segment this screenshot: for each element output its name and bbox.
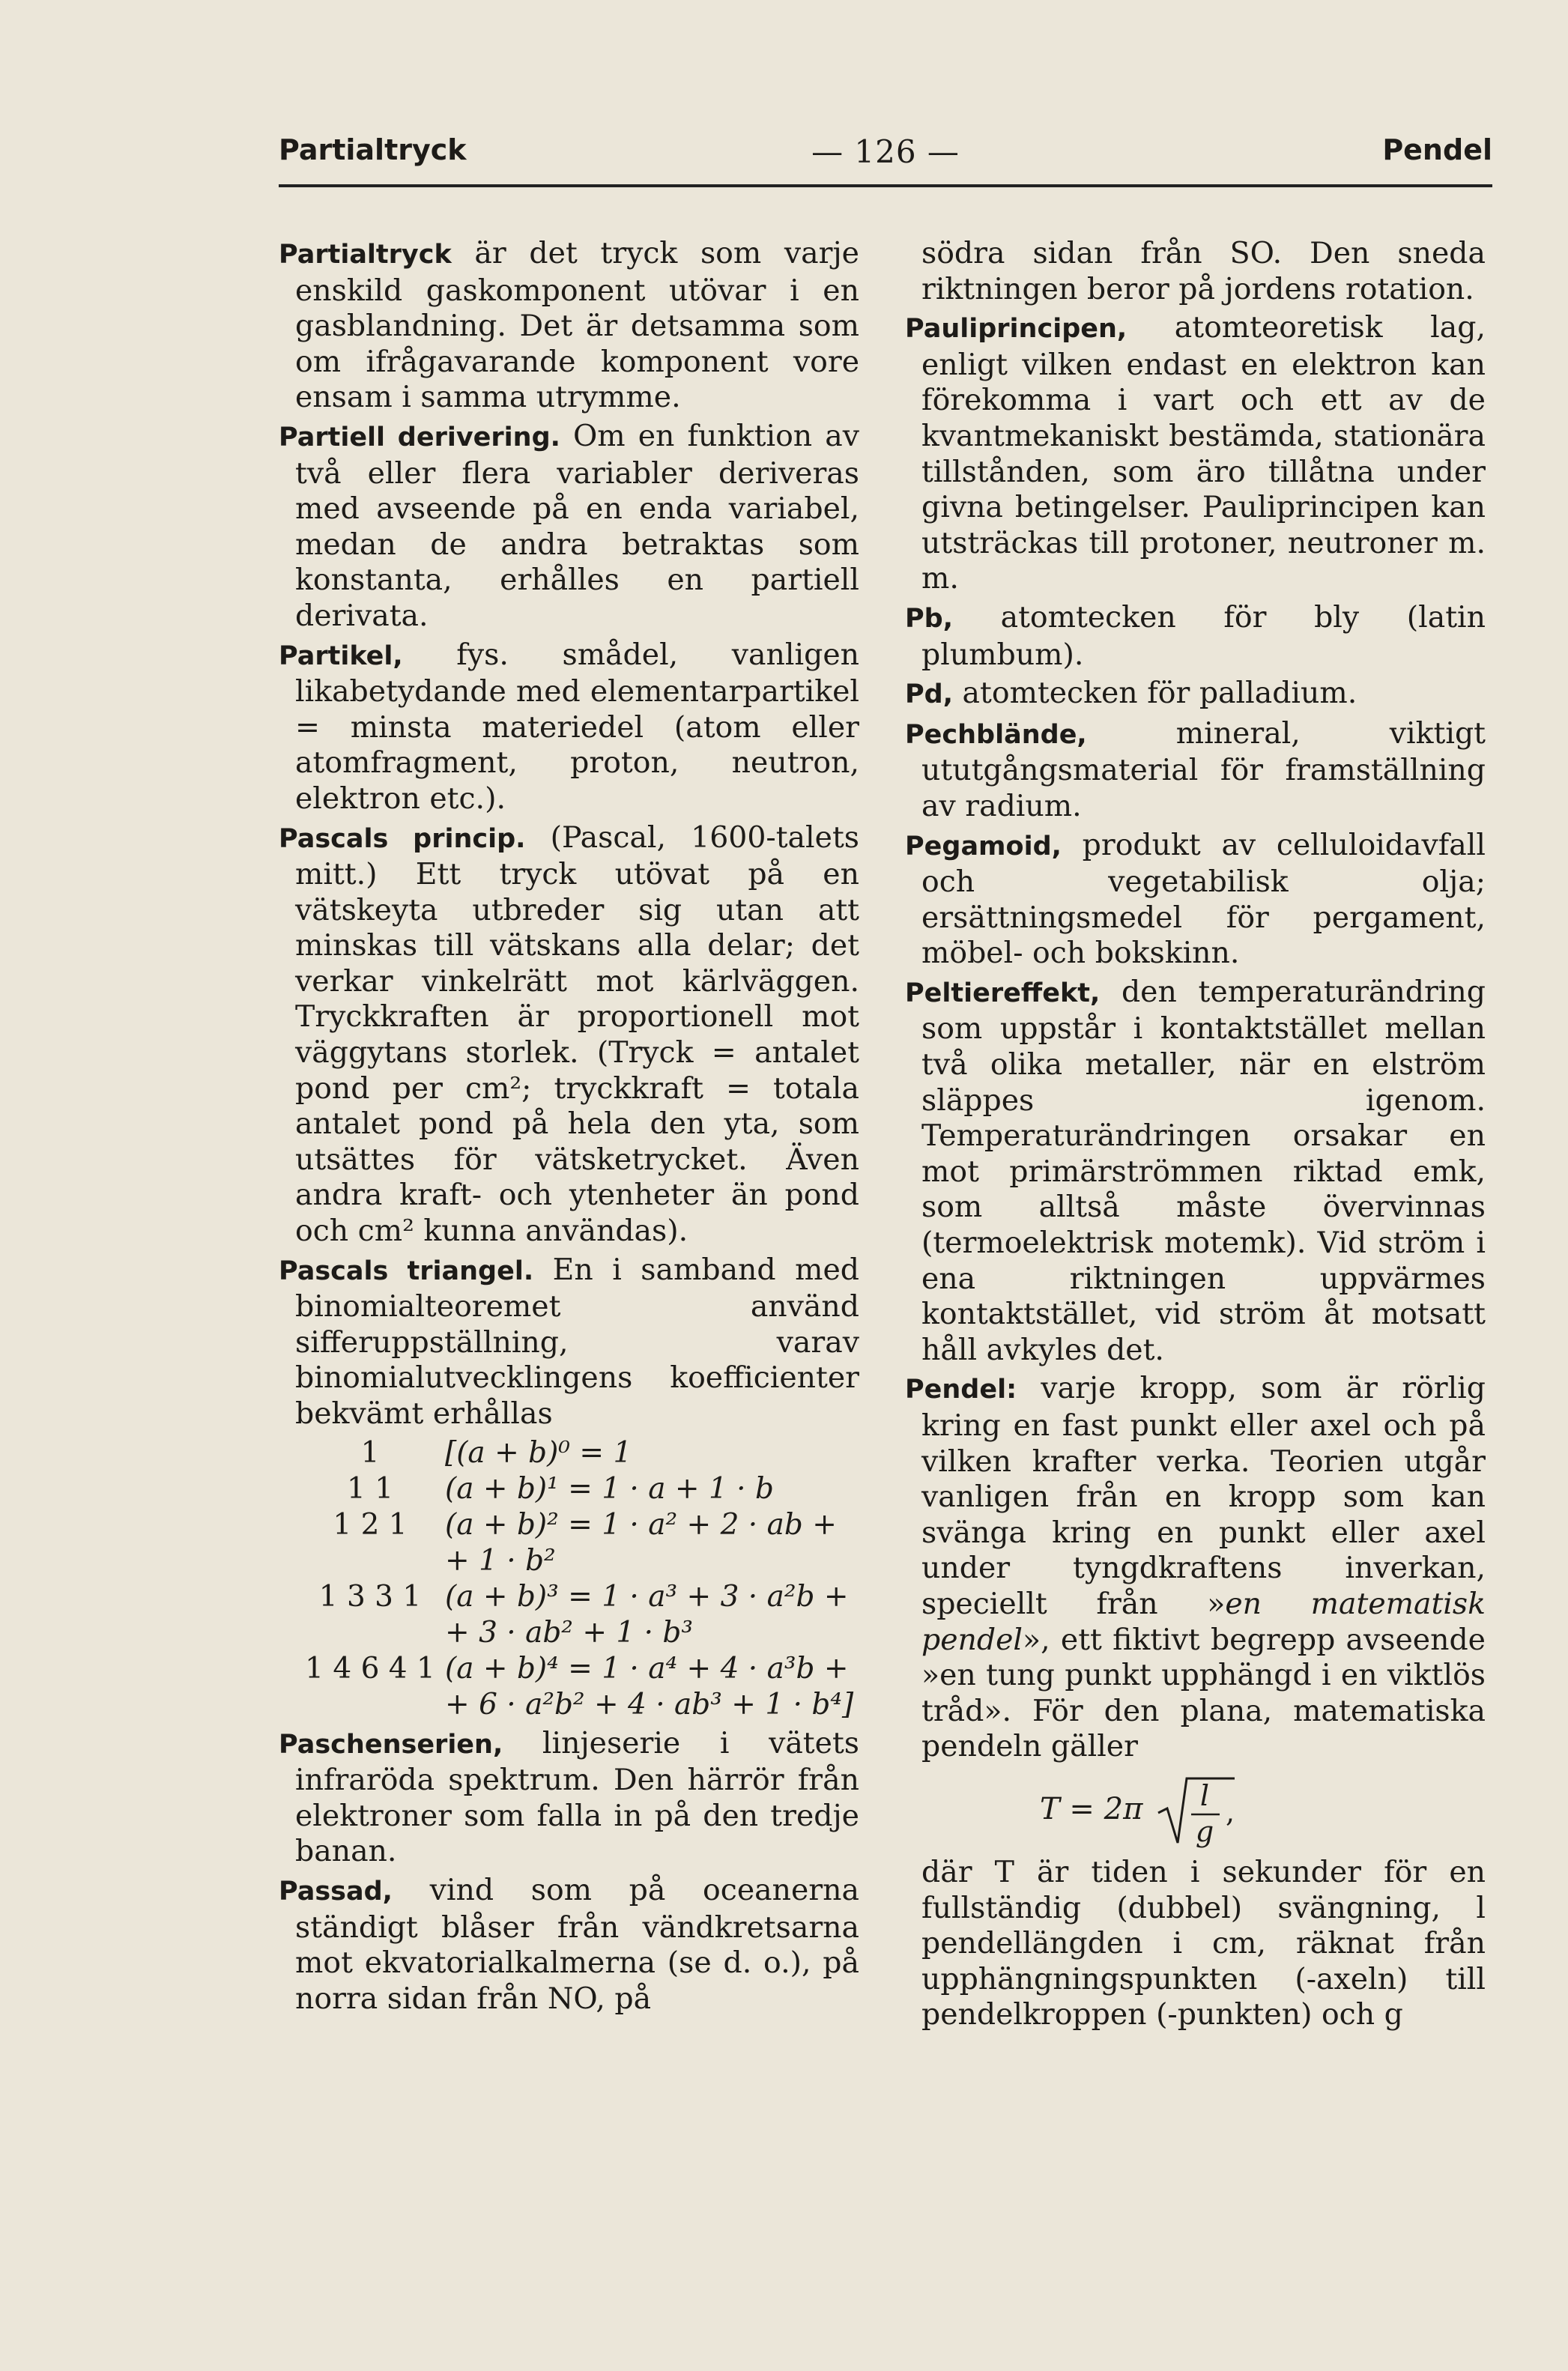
formula-denominator: g xyxy=(1195,1814,1214,1848)
entry-partialtryck xyxy=(279,236,859,416)
running-head xyxy=(279,127,1492,180)
binomial-formula-continued: + 3 · ab² + 1 · b³ xyxy=(445,1615,694,1650)
entry-text: », ett fiktivt begrepp avseende »en tung punkt upphängd i en viktlös tråd». För den plana, matematiska pendeln gäller xyxy=(921,1622,1486,1764)
header-right-keyword: Pendel xyxy=(1382,133,1492,166)
pascal-triangle-table xyxy=(295,1435,859,1723)
entry-text: atomtecken för bly (latin plumbum). xyxy=(921,599,1486,672)
headword: Pechblände, xyxy=(905,719,1087,750)
entry-text: produkt av celluloidavfall och vegetabilisk olja; ersättningsmedel för pergament, möbel- och bokskinn. xyxy=(921,827,1486,971)
pascal-row xyxy=(295,1507,859,1543)
pascal-row xyxy=(295,1651,859,1687)
formula-numerator: l xyxy=(1199,1778,1210,1812)
entry-text: atomteoretisk lag, enligt vilken endast en elektron kan förekomma i vart och ett av de kvantmekaniskt bestämda, stationära tillstånden, som äro tillåtna under givna betingelser. Pauliprincipen kan utsträckas till protoner, neutroner m. m. xyxy=(921,310,1486,596)
triangle-numbers: 1 3 3 1 xyxy=(318,1579,422,1614)
entry-text: (Pascal, 1600-talets mitt.) Ett tryck utövat på en vätskeyta utbreder sig utan att minskas till vätskans alla delar; det verkar vinkelrätt mot kärlväggen. Tryckkraften är proportionell mot väggytans storlek. (Tryck = antalet pond per cm²; tryckkraft = totala antalet pond på hela den yta, som utsättes för vätsketrycket. Även andra kraft- och ytenheter än pond och cm² kunna användas). xyxy=(295,820,859,1249)
headword: Partikel, xyxy=(279,641,403,671)
headword: Pascals triangel. xyxy=(279,1256,534,1286)
headword: Pascals princip. xyxy=(279,823,526,854)
entry-text: mineral, viktigt ututgångsmaterial för framställning av radium. xyxy=(921,715,1486,823)
pascal-row xyxy=(295,1435,859,1471)
entry-pechblande xyxy=(905,716,1486,825)
headword: Pd, xyxy=(905,679,954,710)
binomial-formula: (a + b)³ = 1 · a³ + 3 · a²b + xyxy=(445,1579,849,1614)
entry-paschenserien xyxy=(279,1726,859,1870)
triangle-numbers: 1 1 xyxy=(346,1471,394,1506)
headword: Peltiereffekt, xyxy=(905,978,1101,1008)
headword: Passad, xyxy=(279,1876,393,1907)
entry-text: södra sidan från SO. Den sneda riktningen beror på jordens rotation. xyxy=(921,236,1486,306)
entry-text: atomtecken för palladium. xyxy=(953,676,1357,711)
entry-pegamoid xyxy=(905,828,1486,972)
header-left-keyword: Partialtryck xyxy=(279,133,467,166)
entry-text: är det tryck som varje enskild gaskomponent utövar i en gasblandning. Det är detsamma som om ifrågavarande komponent vore ensam i samma utrymme. xyxy=(295,236,859,415)
binomial-formula: (a + b)⁴ = 1 · a⁴ + 4 · a³b + xyxy=(445,1651,849,1686)
entry-passad xyxy=(279,1873,859,2017)
binomial-formula: (a + b)¹ = 1 · a + 1 · b xyxy=(445,1471,774,1506)
entry-pascals-princip xyxy=(279,820,859,1250)
entry-passad-continued xyxy=(905,236,1486,307)
entry-partikel xyxy=(279,638,859,817)
binomial-formula-continued: + 6 · a²b² + 4 · ab³ + 1 · b⁴] xyxy=(445,1687,854,1722)
entry-text: den temperaturändring som uppstår i kontaktstället mellan två olika metaller, när en elström släppes igenom. Temperaturändringen orsakar en mot primärströmmen riktad emk, som alltså måste övervinnas (termoelektrisk motemk). Vid ström i ena riktningen uppvärmes kontaktstället, vid ström åt motsatt håll avkyles det. xyxy=(921,974,1486,1367)
page-number: — 126 — xyxy=(811,133,960,170)
formula-comma: , xyxy=(1226,1795,1235,1829)
headword: Pendel: xyxy=(905,1375,1017,1405)
header-rule xyxy=(279,184,1492,187)
entry-pauliprincipen xyxy=(905,310,1486,597)
binomial-formula: (a + b)² = 1 · a² + 2 · ab + xyxy=(445,1507,837,1542)
headword: Partiell derivering. xyxy=(279,422,560,452)
pendulum-formula-graphic xyxy=(1017,1768,1362,1850)
entry-partiell-derivering xyxy=(279,419,859,635)
headword: Pegamoid, xyxy=(905,831,1062,862)
entry-text: där T är tiden i sekunder för en fullständig (dubbel) svängning, l pendellängden i cm, räknat från upphängningspunkten (-axeln) till pendelkroppen (-punkten) och g xyxy=(921,1854,1486,2032)
binomial-formula: [(a + b)⁰ = 1 xyxy=(445,1435,632,1470)
headword: Paschenserien, xyxy=(279,1729,503,1760)
entry-pascals-triangel xyxy=(279,1253,859,1432)
entry-text: varje kropp, som är rörlig kring en fast punkt eller axel och på vilken krafter verka. Teorien utgår vanligen från en kropp som kan svänga kring en punkt eller axel under tyngdkraftens inverkan, speciellt från » xyxy=(921,1371,1486,1621)
triangle-numbers: 1 xyxy=(360,1435,380,1470)
entry-pendel xyxy=(905,1371,1486,1765)
entry-pb xyxy=(905,600,1486,673)
entry-text: vind som på oceanerna ständigt blåser från vändkretsarna mot ekvatorialkalmerna (se d. o.), på norra sidan från NO, på xyxy=(295,1872,859,2016)
triangle-numbers: 1 2 1 xyxy=(333,1507,408,1542)
headword: Partialtryck xyxy=(279,240,452,270)
pendulum-formula xyxy=(905,1768,1486,1850)
entry-pendel-continued xyxy=(905,1855,1486,2033)
binomial-formula-continued: + 1 · b² xyxy=(445,1543,556,1578)
entry-text: linjeserie i vätets infraröda spektrum. Den härrör från elektroner som falla in på den tredje banan. xyxy=(295,1725,859,1869)
headword: Pauliprincipen, xyxy=(905,314,1127,345)
headword: Pb, xyxy=(905,603,954,634)
pascal-row xyxy=(295,1471,859,1507)
left-column xyxy=(279,236,859,2020)
entry-pd xyxy=(905,676,1486,713)
entry-text: fys. smådel, vanligen likabetydande med elementarpartikel = minsta materiedel (atom eller atomfragment, proton, neutron, elektron etc.). xyxy=(295,637,859,816)
triangle-numbers: 1 4 6 4 1 xyxy=(305,1651,435,1686)
entry-peltiereffekt xyxy=(905,975,1486,1369)
formula-lhs: T = 2π xyxy=(1040,1791,1143,1826)
entry-text: Om en funktion av två eller flera variabler deriveras med avseende på en enda variabel, medan de andra betraktas som konstanta, erhålles en partiell derivata. xyxy=(295,418,859,633)
right-column xyxy=(905,236,1486,2036)
pascal-row xyxy=(295,1579,859,1615)
entry-text: En i samband med binomialteoremet använd sifferuppställning, varav binomialutvecklingens koefficienter bekvämt erhållas xyxy=(295,1252,859,1431)
italic-term: en matematisk pendel xyxy=(921,1586,1486,1657)
